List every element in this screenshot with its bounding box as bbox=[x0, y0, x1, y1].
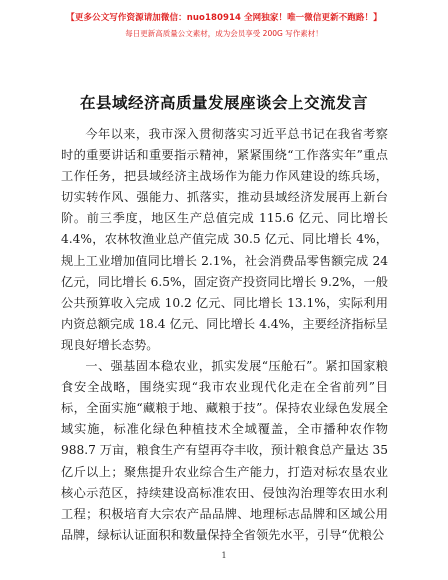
page-number: 1 bbox=[221, 551, 227, 560]
watermark-banner bbox=[0, 0, 448, 58]
banner-line-wechat: 【更多公文写作资源请加微信：nuo180914 全网独家！唯一微信更新不跑路！】 bbox=[66, 13, 382, 23]
banner-line-membership: 每日更新高质量公文素材，成为会员享受 200G 写作素材！ bbox=[125, 29, 323, 38]
document-body bbox=[61, 124, 388, 546]
document-title: 在县域经济高质量发展座谈会上交流发言 bbox=[79, 94, 368, 112]
paragraph-intro: 今年以来，我市深入贯彻落实习近平总书记在我省考察时的重要讲话和重要指示精神，紧紧围绕“工作落实年”重点工作任务，把县域经济主战场作为能力作风建设的练兵场，切实转作风、强能力、抓落实，推动县域经济发展再上新台阶。前三季度，地区生产总值完成 115.6 亿元、同比增长 4.4%，农林牧渔业总产值完成 30.5 亿元、同比增长 4%，规上工业增加值同比增长 2.1%，社会消费品零售额完成 24 亿元，同比增长 6.5%，固定资产投资同比增长 9.2%，一般公共预算收入完成 10.2 亿元、同比增长 13.1%，实际利用内资总额完成 18.4 亿元、同比增长 4.4%，主要经济指标呈现良好增长态势。 bbox=[61, 127, 388, 352]
paragraph-agriculture: 一、强基固本稳农业，抓实发展“压舱石”。紧扣国家粮食安全战略，围绕实现“我市农业现代化走在全省前列”目标，全面实施“藏粮于地、藏粮于技”。保持农业绿色发展全域实施，标准化绿色种植技术全域覆盖，全市播种农作物 988.7 万亩，粮食生产有望再夺丰收，预计粮食总产量达 35 亿斤以上；聚焦提升农业综合生产能力，打造对标农垦农业核心示范区，持续建设高标准农田、侵蚀沟治理等农田水利工程；积极培育大宗农产品品牌、地理标志品牌和区域公用品牌，绿标认证面积和数量保持全省领先水平，引导“优粮公 bbox=[61, 359, 388, 542]
